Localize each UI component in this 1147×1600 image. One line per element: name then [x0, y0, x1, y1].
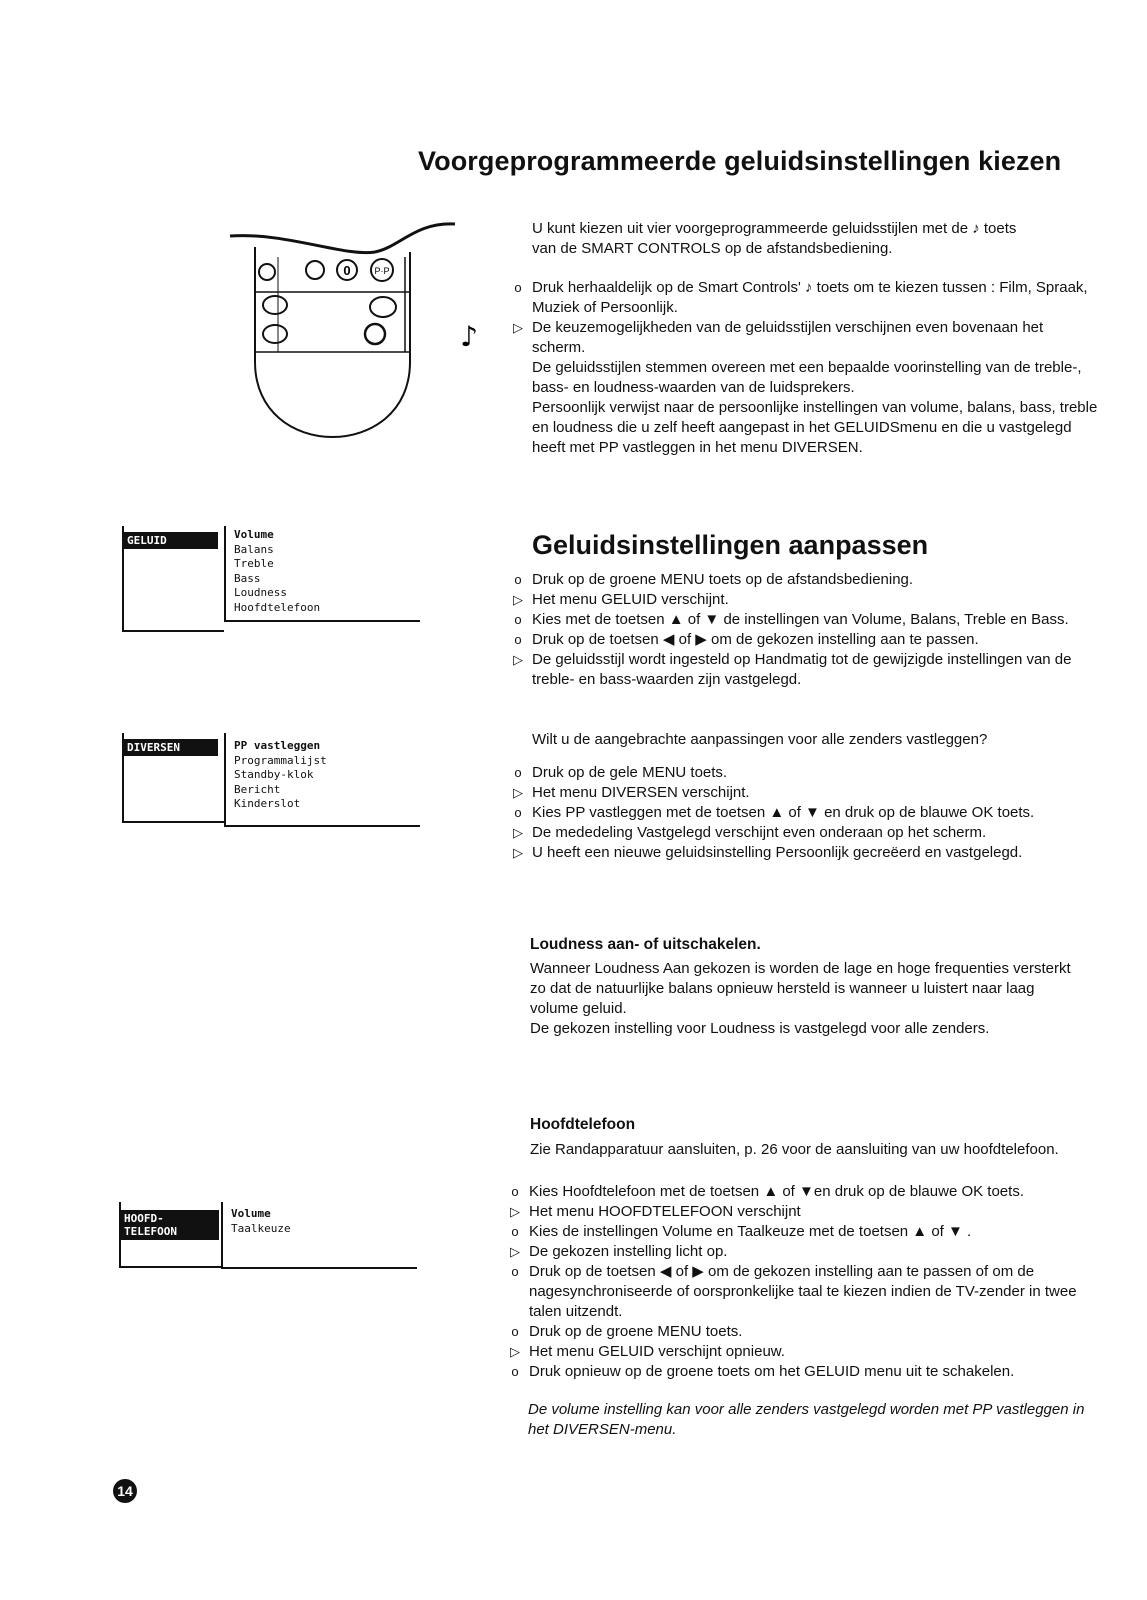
- list-marker: ▷: [513, 825, 523, 840]
- style-select-list: [510, 278, 1100, 358]
- save-settings-list: [510, 763, 1110, 863]
- tag-line: TELEFOON: [124, 1225, 177, 1238]
- menu-item: Hoofdtelefoon: [234, 600, 321, 614]
- list-item-text: Kies de instellingen Volume en Taalkeuze met de toetsen ▲ of ▼ .: [529, 1223, 972, 1240]
- hoofdtelefoon-menu-items: [221, 1202, 417, 1269]
- list-item: [507, 1182, 1102, 1202]
- list-marker: o: [514, 632, 522, 647]
- list-marker: ▷: [513, 845, 523, 860]
- menu-item: Taalkeuze: [231, 1221, 291, 1235]
- pp-button-label: P·P: [374, 266, 390, 276]
- list-marker: o: [514, 805, 522, 820]
- list-item-text: Druk op de toetsen ◀ of ▶ om de gekozen instelling aan te passen of om de nagesynchroniseerde of oorspronkelijke taal te kiezen indien de TV-zender in twee talen uitzendt.: [529, 1263, 1077, 1320]
- loudness-text: Wanneer Loudness Aan gekozen is worden de lage en hoge frequenties versterkt zo dat de natuurlijke balans opnieuw hersteld is wanneer u luistert naar laag volume geluid.: [530, 960, 1071, 1017]
- list-marker: o: [514, 280, 522, 295]
- list-item-text: De geluidsstijl wordt ingesteld op Handmatig tot de gewijzigde instellingen van de treble- en bass-waarden zijn vastgelegd.: [532, 651, 1072, 688]
- loudness-section: [530, 936, 1080, 1039]
- list-marker: ▷: [510, 1244, 520, 1259]
- save-question: Wilt u de aangebrachte aanpassingen voor alle zenders vastleggen?: [532, 731, 988, 748]
- geluid-menu-tag: GELUID: [122, 532, 218, 549]
- menu-item: Loudness: [234, 586, 287, 600]
- diversen-menu-items: [224, 733, 420, 827]
- list-item: [510, 763, 1110, 783]
- list-item-text: Het menu DIVERSEN verschijnt.: [532, 784, 750, 801]
- menu-item: Volume: [234, 528, 274, 541]
- list-item: [507, 1362, 1102, 1382]
- list-item: [510, 570, 1100, 590]
- list-item-text: Kies met de toetsen ▲ of ▼ de instellingen van Volume, Balans, Treble en Bass.: [532, 611, 1069, 628]
- loudness-text-2: De gekozen instelling voor Loudness is vastgelegd voor alle zenders.: [530, 1020, 990, 1037]
- menu-item: Kinderslot: [234, 797, 301, 811]
- list-item: [510, 278, 1100, 318]
- list-item-text: De mededeling Vastgelegd verschijnt even onderaan op het scherm.: [532, 824, 987, 841]
- page-number-badge: 14: [113, 1479, 137, 1503]
- list-item: [510, 610, 1100, 630]
- menu-item: Volume: [231, 1207, 271, 1220]
- geluid-menu-items: [224, 526, 420, 622]
- section-title-sound-settings: Geluidsinstellingen aanpassen: [532, 530, 929, 560]
- list-marker: ▷: [510, 1204, 520, 1219]
- list-item-text: Druk op de toetsen ◀ of ▶ om de gekozen instelling aan te passen.: [532, 631, 979, 648]
- list-marker: ▷: [513, 592, 523, 607]
- list-marker: ▷: [513, 785, 523, 800]
- headphone-section: [530, 1116, 1100, 1160]
- menu-item: Balans: [234, 542, 274, 556]
- list-marker: o: [514, 612, 522, 627]
- menu-item: Bass: [234, 571, 261, 585]
- list-item: [510, 590, 1100, 610]
- list-item-text: Druk opnieuw op de groene toets om het GELUID menu uit te schakelen.: [529, 1363, 1015, 1380]
- list-marker: o: [511, 1264, 519, 1279]
- list-item-text: Kies PP vastleggen met de toetsen ▲ of ▼ en druk op de blauwe OK toets.: [532, 804, 1035, 821]
- menu-item: Bericht: [234, 782, 281, 796]
- menu-item: Programmalijst: [234, 753, 327, 767]
- diversen-menu-tag: DIVERSEN: [122, 739, 218, 756]
- list-item: [507, 1262, 1102, 1322]
- list-item: [510, 630, 1100, 650]
- styles-explanation: [532, 358, 1102, 458]
- list-marker: o: [511, 1224, 519, 1239]
- list-marker: o: [511, 1364, 519, 1379]
- list-marker: o: [511, 1184, 519, 1199]
- list-item: [510, 823, 1110, 843]
- list-marker: ▷: [513, 652, 523, 667]
- list-item: [510, 318, 1100, 358]
- sound-settings-list: [510, 570, 1100, 690]
- list-item-text: Het menu GELUID verschijnt opnieuw.: [529, 1343, 785, 1360]
- list-item-text: De gekozen instelling licht op.: [529, 1243, 728, 1260]
- list-item: [507, 1222, 1102, 1242]
- personal-explanation-line: Persoonlijk verwijst naar de persoonlijke instellingen van volume, balans, bass, treble en loudness die u zelf heeft aangepast in het GELUIDSmenu en die u vastgelegd heeft met PP vastleggen in het menu DIVERSEN.: [532, 399, 1098, 456]
- list-item-text: Druk herhaaldelijk op de Smart Controls' ♪ toets om te kiezen tussen : Film, Spraak, Muziek of Persoonlijk.: [532, 279, 1088, 316]
- list-item: [507, 1322, 1102, 1342]
- remote-control-illustration: [225, 212, 480, 482]
- list-item-text: Het menu GELUID verschijnt.: [532, 591, 729, 608]
- headphone-heading: Hoofdtelefoon: [530, 1116, 636, 1133]
- list-item-text: Druk op de groene MENU toets op de afstandsbediening.: [532, 571, 914, 588]
- list-item: [507, 1342, 1102, 1362]
- list-marker: ▷: [513, 320, 523, 335]
- zero-button-label: 0: [343, 263, 351, 278]
- smart-sound-note-icon: ♪: [460, 320, 478, 353]
- list-item-text: Druk op de groene MENU toets.: [529, 1323, 743, 1340]
- list-marker: ▷: [510, 1344, 520, 1359]
- headphone-note: De volume instelling kan voor alle zenders vastgelegd worden met PP vastleggen in het DIVERSEN-menu.: [528, 1401, 1085, 1438]
- list-marker: o: [514, 572, 522, 587]
- list-item-text: Het menu HOOFDTELEFOON verschijnt: [529, 1203, 801, 1220]
- list-item: [510, 650, 1100, 690]
- headphone-intro: Zie Randapparatuur aansluiten, p. 26 voor de aansluiting van uw hoofdtelefoon.: [530, 1141, 1059, 1158]
- list-marker: o: [511, 1324, 519, 1339]
- list-item-text: Kies Hoofdtelefoon met de toetsen ▲ of ▼en druk op de blauwe OK toets.: [529, 1183, 1024, 1200]
- menu-item: Standby-klok: [234, 768, 314, 782]
- tag-line: HOOFD-: [124, 1212, 164, 1225]
- intro-text: [532, 219, 1092, 259]
- intro-line1: U kunt kiezen uit vier voorgeprogrammeerde geluidsstijlen met de ♪ toets: [532, 220, 1017, 237]
- list-item-text: U heeft een nieuwe geluidsinstelling Persoonlijk gecreëerd en vastgelegd.: [532, 844, 1023, 861]
- list-marker: o: [514, 765, 522, 780]
- list-item: [510, 803, 1110, 823]
- list-item-text: De keuzemogelijkheden van de geluidsstijlen verschijnen even bovenaan het scherm.: [532, 319, 1044, 356]
- list-item: [507, 1242, 1102, 1262]
- intro-line2: van de SMART CONTROLS op de afstandsbediening.: [532, 240, 893, 257]
- list-item: [507, 1202, 1102, 1222]
- menu-item: PP vastleggen: [234, 739, 321, 752]
- hoofdtelefoon-menu-tag: [119, 1210, 219, 1240]
- loudness-heading: Loudness aan- of uitschakelen.: [530, 936, 761, 953]
- headphone-list: [507, 1182, 1102, 1382]
- page-title: Voorgeprogrammeerde geluidsinstellingen kiezen: [418, 146, 1062, 176]
- menu-item: Treble: [234, 557, 274, 571]
- list-item: [510, 843, 1110, 863]
- list-item: [510, 783, 1110, 803]
- list-item-text: Druk op de gele MENU toets.: [532, 764, 728, 781]
- styles-explanation-line: De geluidsstijlen stemmen overeen met een bepaalde voorinstelling van de treble-, bass- en loudness-waarden van de luidsprekers.: [532, 359, 1082, 396]
